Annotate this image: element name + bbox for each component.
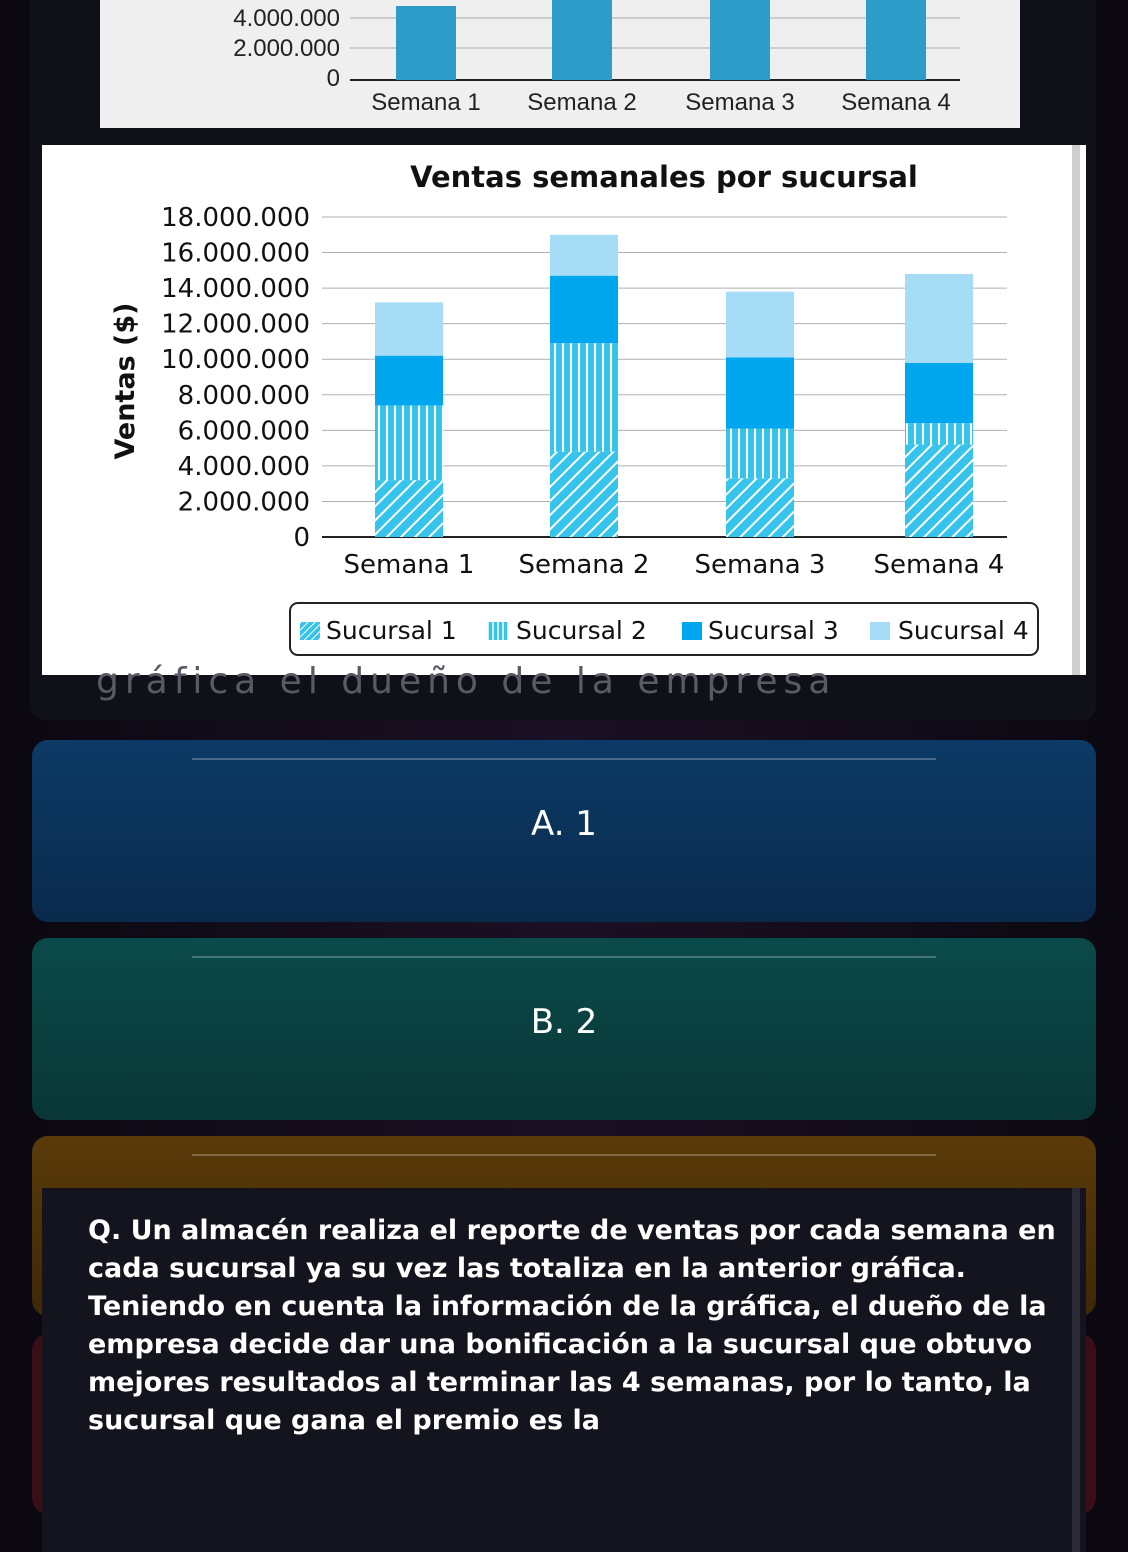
bar-segment-sucursal-1: [550, 452, 618, 537]
question-overlay: [42, 1188, 1086, 1552]
y-tick-label: 6.000.000: [177, 416, 310, 447]
option-highlight: [192, 758, 936, 760]
legend-swatch-sucursal-4: [870, 622, 890, 640]
bar-segment-sucursal-1: [726, 478, 794, 537]
top-tick-label: 4.000.000: [233, 5, 340, 32]
chart-legend: [290, 603, 1038, 655]
bar-segment-sucursal-1: [375, 480, 443, 537]
y-tick-label: 2.000.000: [177, 487, 310, 518]
legend-label: Sucursal 1: [326, 616, 457, 645]
legend-label: Sucursal 2: [516, 616, 647, 645]
answer-option-label: A. 1: [531, 804, 597, 844]
y-tick-label: 18.000.000: [161, 203, 310, 233]
chart-title: Ventas semanales por sucursal: [410, 160, 918, 194]
top-category-label: Semana 1: [371, 89, 481, 116]
top-tick-label: 0: [326, 65, 340, 92]
obscured-text: gráfica el dueño de la empresa: [96, 661, 837, 702]
legend-swatch-sucursal-1: [300, 622, 320, 640]
legend-label: Sucursal 4: [898, 616, 1029, 645]
answer-option-label: B. 2: [530, 1002, 598, 1042]
bar-segment-sucursal-4: [905, 274, 973, 363]
top-category-label: Semana 2: [527, 89, 637, 116]
question-scroll-edge: [1072, 1188, 1080, 1552]
bar-segment-sucursal-4: [550, 235, 618, 276]
legend-swatch-sucursal-2: [488, 622, 508, 640]
top-bar: [552, 0, 612, 80]
answer-option-a[interactable]: [32, 740, 1096, 922]
obscured-question-text: [96, 661, 1036, 702]
x-category-label: Semana 3: [694, 550, 826, 580]
bar-segment-sucursal-3: [726, 357, 794, 428]
x-category-label: Semana 4: [873, 550, 1005, 580]
y-tick-label: 16.000.000: [161, 238, 310, 269]
bar-segment-sucursal-2: [550, 343, 618, 451]
partial-chart-svg: [100, 0, 1020, 128]
partial-chart-top: [100, 0, 1020, 128]
y-tick-label: 0: [293, 523, 310, 553]
chart-image: [42, 145, 1086, 675]
y-tick-label: 8.000.000: [177, 380, 310, 411]
bar-segment-sucursal-3: [550, 276, 618, 344]
top-category-label: Semana 4: [841, 89, 951, 116]
y-axis-label: Ventas ($): [110, 302, 141, 460]
legend-label: Sucursal 3: [708, 616, 839, 645]
bar-segment-sucursal-2: [905, 423, 973, 444]
top-bar: [866, 0, 926, 80]
y-tick-label: 10.000.000: [161, 345, 310, 376]
bar-segment-sucursal-4: [375, 302, 443, 355]
top-category-label: Semana 3: [685, 89, 795, 116]
y-tick-label: 12.000.000: [161, 309, 310, 340]
x-category-label: Semana 2: [518, 550, 650, 580]
bar-segment-sucursal-4: [726, 292, 794, 358]
bar-segment-sucursal-3: [375, 356, 443, 406]
bar-chart: [42, 145, 1086, 675]
option-highlight: [192, 1154, 936, 1156]
top-bar: [710, 0, 770, 80]
bar-segment-sucursal-3: [905, 363, 973, 423]
answer-option-b[interactable]: [32, 938, 1096, 1120]
option-highlight: [192, 956, 936, 958]
bar-segment-sucursal-2: [726, 429, 794, 479]
question-text: Q. Un almacén realiza el reporte de ventas por cada semana en cada sucursal ya su vez las totaliza en la anterior gráfica. Teniendo en cuenta la información de la gráfica, el dueño de la empresa decide dar una bonificación a la sucursal que obtuvo mejores resultados al terminar las 4 semanas, por lo tanto, la sucursal que gana el premio es la: [88, 1215, 1056, 1436]
bar-segment-sucursal-1: [905, 445, 973, 537]
x-category-label: Semana 1: [343, 550, 475, 580]
y-tick-label: 14.000.000: [161, 274, 310, 305]
chart-scroll-edge: [1072, 145, 1080, 675]
top-tick-label: 2.000.000: [233, 35, 340, 62]
y-tick-label: 4.000.000: [177, 451, 310, 482]
legend-swatch-sucursal-3: [682, 622, 702, 640]
top-bar: [396, 6, 456, 80]
bar-segment-sucursal-2: [375, 405, 443, 480]
